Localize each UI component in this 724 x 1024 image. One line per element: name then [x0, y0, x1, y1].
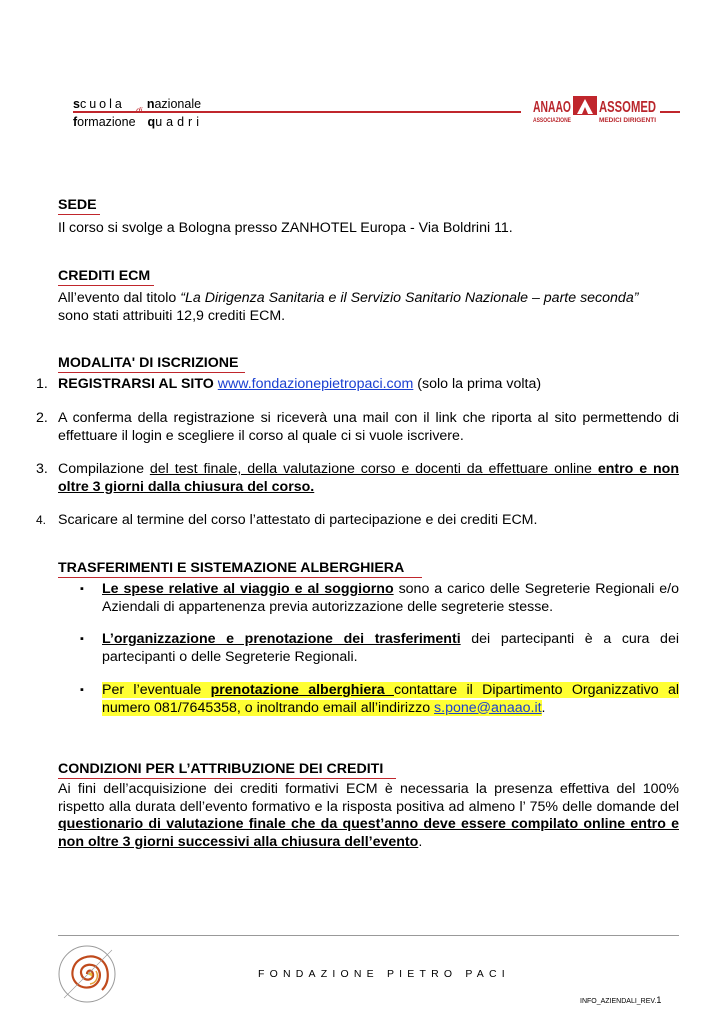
- registrarsi-label: REGISTRARSI AL SITO: [58, 376, 218, 392]
- logo-subtext-right: MEDICI DIRIGENTI: [599, 118, 657, 124]
- modalita-item-2: A conferma della registrazione si riceverà una mail con il link che riporta al sito permettendo di effettuare il login e scegliere il corso al quale ci si vuole iscrivere.: [58, 410, 679, 444]
- header-word-ormazione: ormazione: [77, 115, 136, 129]
- trasferimenti-item-1: [102, 581, 679, 616]
- spese-label: Le spese relative al viaggio e al soggiorno: [102, 581, 394, 597]
- trasferimenti-item-2: [102, 631, 679, 666]
- compilazione-deadline: entro e non oltre 3 giorni dalla chiusura del corso.: [58, 461, 679, 495]
- trasferimenti-heading-rule: [58, 577, 422, 578]
- anaao-assomed-logo: [533, 92, 657, 126]
- trasferimenti-item-3: [102, 682, 679, 717]
- email-link[interactable]: s.pone@anaao.it: [434, 699, 542, 716]
- logo-text-right: ASSOMED: [599, 99, 656, 116]
- fondazione-website-link[interactable]: www.fondazionepietropaci.com: [217, 376, 414, 392]
- modalita-item-1: [58, 376, 679, 394]
- prenotazione-label: prenotazione alberghiera: [210, 682, 395, 698]
- list-number-4: 4.: [36, 513, 47, 527]
- organizzazione-text: dei partecipanti è a cura dei partecipanti o delle Segreterie Regionali.: [102, 631, 679, 665]
- compilazione-underlined: del test finale, della valutazione corso e docenti da effettuare online: [149, 461, 598, 477]
- trasferimenti-heading: TRASFERIMENTI E SISTEMAZIONE ALBERGHIERA: [58, 560, 405, 576]
- modalita-item-4: Scaricare al termine del corso l’attestato di partecipazione e dei crediti ECM.: [58, 512, 538, 528]
- header-word-cuola: cuola: [79, 97, 125, 111]
- revision-number: 1: [656, 995, 662, 1005]
- header-rule-right: [660, 111, 680, 113]
- header-word-azionale: azionale: [154, 97, 202, 111]
- condizioni-heading: CONDIZIONI PER L’ATTRIBUZIONE DEI CREDITI: [58, 761, 384, 777]
- sede-heading-rule: [58, 214, 100, 215]
- header-letter-f: f: [73, 115, 78, 129]
- crediti-text: [58, 290, 679, 325]
- prenotazione-text: contattare il Dipartimento Organizzativo al numero 081/7645358, o inoltrando email all’indirizzo: [102, 682, 680, 716]
- list-number-3: 3.: [36, 461, 48, 477]
- list-number-2: 2.: [36, 410, 48, 426]
- header-letter-s: s: [73, 97, 80, 111]
- list-number-1: 1.: [36, 376, 48, 392]
- sede-heading: SEDE: [58, 197, 97, 213]
- header-letter-n: n: [146, 97, 155, 111]
- condizioni-heading-rule: [58, 778, 396, 779]
- bullet-3: ▪: [80, 684, 84, 696]
- header-rule: [73, 111, 521, 113]
- spese-text: sono a carico delle Segreterie Regionali e/o Aziendali di appartenenza previa autorizzazione delle segreterie stesse.: [102, 581, 680, 615]
- crediti-text-a: All’evento dal titolo: [58, 290, 181, 306]
- logo-subtext-left: ASSOCIAZIONE: [533, 118, 571, 124]
- header-word-uadri: uadri: [155, 115, 203, 129]
- crediti-text-b: sono stati attribuiti 12,9 crediti ECM.: [58, 307, 286, 324]
- condizioni-text: [58, 781, 679, 851]
- bullet-1: ▪: [80, 583, 84, 595]
- header-letter-q: q: [147, 115, 156, 129]
- revision-text: INFO_AZIENDALI_REV.: [580, 998, 657, 1005]
- condizioni-questionario: questionario di valutazione finale che da quest’anno deve essere compilato online entro e non oltre 3 giorni successivi alla chiusura dell’evento: [58, 816, 679, 850]
- prenotazione-pre: Per l’eventuale: [102, 682, 211, 698]
- footer-rule: [58, 935, 679, 936]
- modalita-heading-rule: [58, 372, 245, 373]
- crediti-event-title: “La Dirigenza Sanitaria e il Servizio Sanitario Nazionale – parte seconda”: [180, 290, 639, 306]
- modalita-heading: MODALITA' DI ISCRIZIONE: [58, 355, 239, 371]
- registrarsi-note: (solo la prima volta): [413, 376, 542, 392]
- spiral-shell-logo: [52, 938, 124, 1010]
- compilazione-label: Compilazione: [58, 461, 150, 477]
- sede-text: Il corso si svolge a Bologna presso ZANHOTEL Europa - Via Boldrini 11.: [58, 220, 513, 236]
- revision-label: [580, 995, 661, 1005]
- prenotazione-end: .: [541, 699, 546, 716]
- header-line-2: [73, 114, 203, 130]
- fondazione-name: FONDAZIONE PIETRO PACI: [258, 968, 510, 980]
- condizioni-body: Ai fini dell’acquisizione dei crediti formativi ECM è necessaria la presenza effettiva del 100% rispetto alla durata dell’evento formativo e la risposta positiva ad almeno l’ 75% delle domande del: [58, 781, 679, 815]
- logo-text-left: ANAAO: [533, 99, 571, 116]
- condizioni-end: .: [418, 833, 423, 850]
- modalita-item-3: [58, 461, 679, 496]
- bullet-2: ▪: [80, 633, 84, 645]
- crediti-heading-rule: [58, 285, 154, 286]
- crediti-heading: CREDITI ECM: [58, 268, 151, 284]
- organizzazione-label: L’organizzazione e prenotazione dei trasferimenti: [102, 631, 461, 647]
